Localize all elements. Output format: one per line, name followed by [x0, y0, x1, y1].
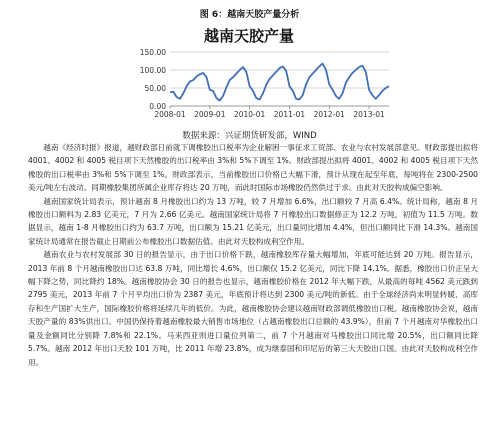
paragraph-export-tax: 越南《经济时报》报道，越财政部日前就下调橡胶出口税率为企业解困一事征求工贸部、农业与农村发展部意见。财政部提出拟将 4001、4002 和 4005 税目项下天然橡胶的出口税率由 3%和 5%下调至 1%。财政部提出拟将 4001、4002 和 4005 税目项下天然橡胶的出口税率由 3%和 5%下调至 1%。财政部表示，当前橡胶出口价格已大幅下滑，预计从现在起至年底，每吨将在 2300-2500 美元/吨左右波动。同期橡胶集团所属企业库存将达 20 万吨，而此时国际市场橡胶仍然供过于求。由此对天胶构成偏空影响。 [28, 143, 478, 193]
paragraph-export-stats: 越南国家统计局表示，预计越南 8 月橡胶出口约为 13 万吨，较 7 月增加 6.6%，出口额较 7 月高 6.4%。统计局称，越南 8 月橡胶出口额料为 2.83 亿美元，7 月为 2.66 亿美元。越南国家统计局将 7 月橡胶出口数据修正为 12.2 万吨，初值为 11.5 万吨。数据显示，越南 1-8 月橡胶出口约为 63.7 万吨，出口额为 15.21 亿美元，出口量同比增加 4.4%，但出口额同比下滑 14.3%。越南国家统计局通常在报告截止日期前公布橡胶出口数据估值。由此对天胶构成利空作用。 [28, 196, 478, 246]
x-tick-label: 2008-01 [154, 110, 186, 119]
x-tick-label: 2010-01 [233, 110, 266, 119]
chart-series [170, 64, 389, 101]
chart-gridlines [170, 52, 389, 106]
series-line [170, 64, 389, 101]
y-tick-label: 0.00 [149, 102, 166, 111]
source-note: 数据来源：兴证期货研发部，WIND [182, 131, 317, 141]
x-tick-label: 2009-01 [194, 110, 226, 119]
x-tick-label: 2012-01 [313, 110, 345, 119]
rubber-output-chart [0, 22, 499, 140]
paragraph-inventory-report: 越南农业与农村发展部 30 日的报告显示，由于出口价格下跌，越南橡胶库存量大幅增加，年底可能达到 20 万吨。报告显示，2013 年前 8 个月越南橡胶出口达 63.8 万吨，同比增长 4.6%，出口额仅 15.2 亿美元，同比下降 14.1%。据悉，橡胶出口价正呈大幅下降之势，同比降约 18%。越南橡胶协会 30 日的报告也显示，越南橡胶价格在 2012 年大幅下跌，从最高的每吨 4562 美元跌到 2795 美元，2013 年前 7 个月平均出口价为 2387 美元，年底预计将达到 2300 美元/吨的新低。由于全球经济尚未明显转暖、高库存和生产国扩大生产，国际橡胶价格将延续几年的低价。为此，越南橡胶协会建议越南财政部调低橡胶出口税。越南橡胶协会说，越南天胶产量的 83%供出口。中国仍保持着越南橡胶最大销售市场地位（占越南橡胶出口总额的 43.9%），但前 7 个月越南对华橡胶出口量及金额同比分别降 7.8%和 22.1%。马来西亚则进口量位列第二，前 7 个月越南对马橡胶出口同比增 20.5%，出口额同比降 5.7%。越南 2012 年出口天胶 101 万吨，比 2011 年增 23.8%，成为继泰国和印尼后的第三大天胶出口国。由此对天胶构成利空作用。 [28, 250, 478, 367]
y-tick-label: 150.00 [139, 48, 166, 57]
y-tick-label: 50.00 [144, 84, 166, 93]
x-tick-label: 2013-01 [353, 110, 385, 119]
y-tick-label: 100.00 [139, 66, 166, 75]
article-body [28, 141, 478, 369]
x-axis-ticks [154, 106, 385, 119]
x-tick-label: 2011-01 [273, 110, 306, 119]
y-axis-ticks [140, 48, 166, 111]
figure-caption: 图 6：越南天胶产量分析 [199, 10, 300, 20]
chart-title: 越南天胶产量 [203, 27, 295, 45]
